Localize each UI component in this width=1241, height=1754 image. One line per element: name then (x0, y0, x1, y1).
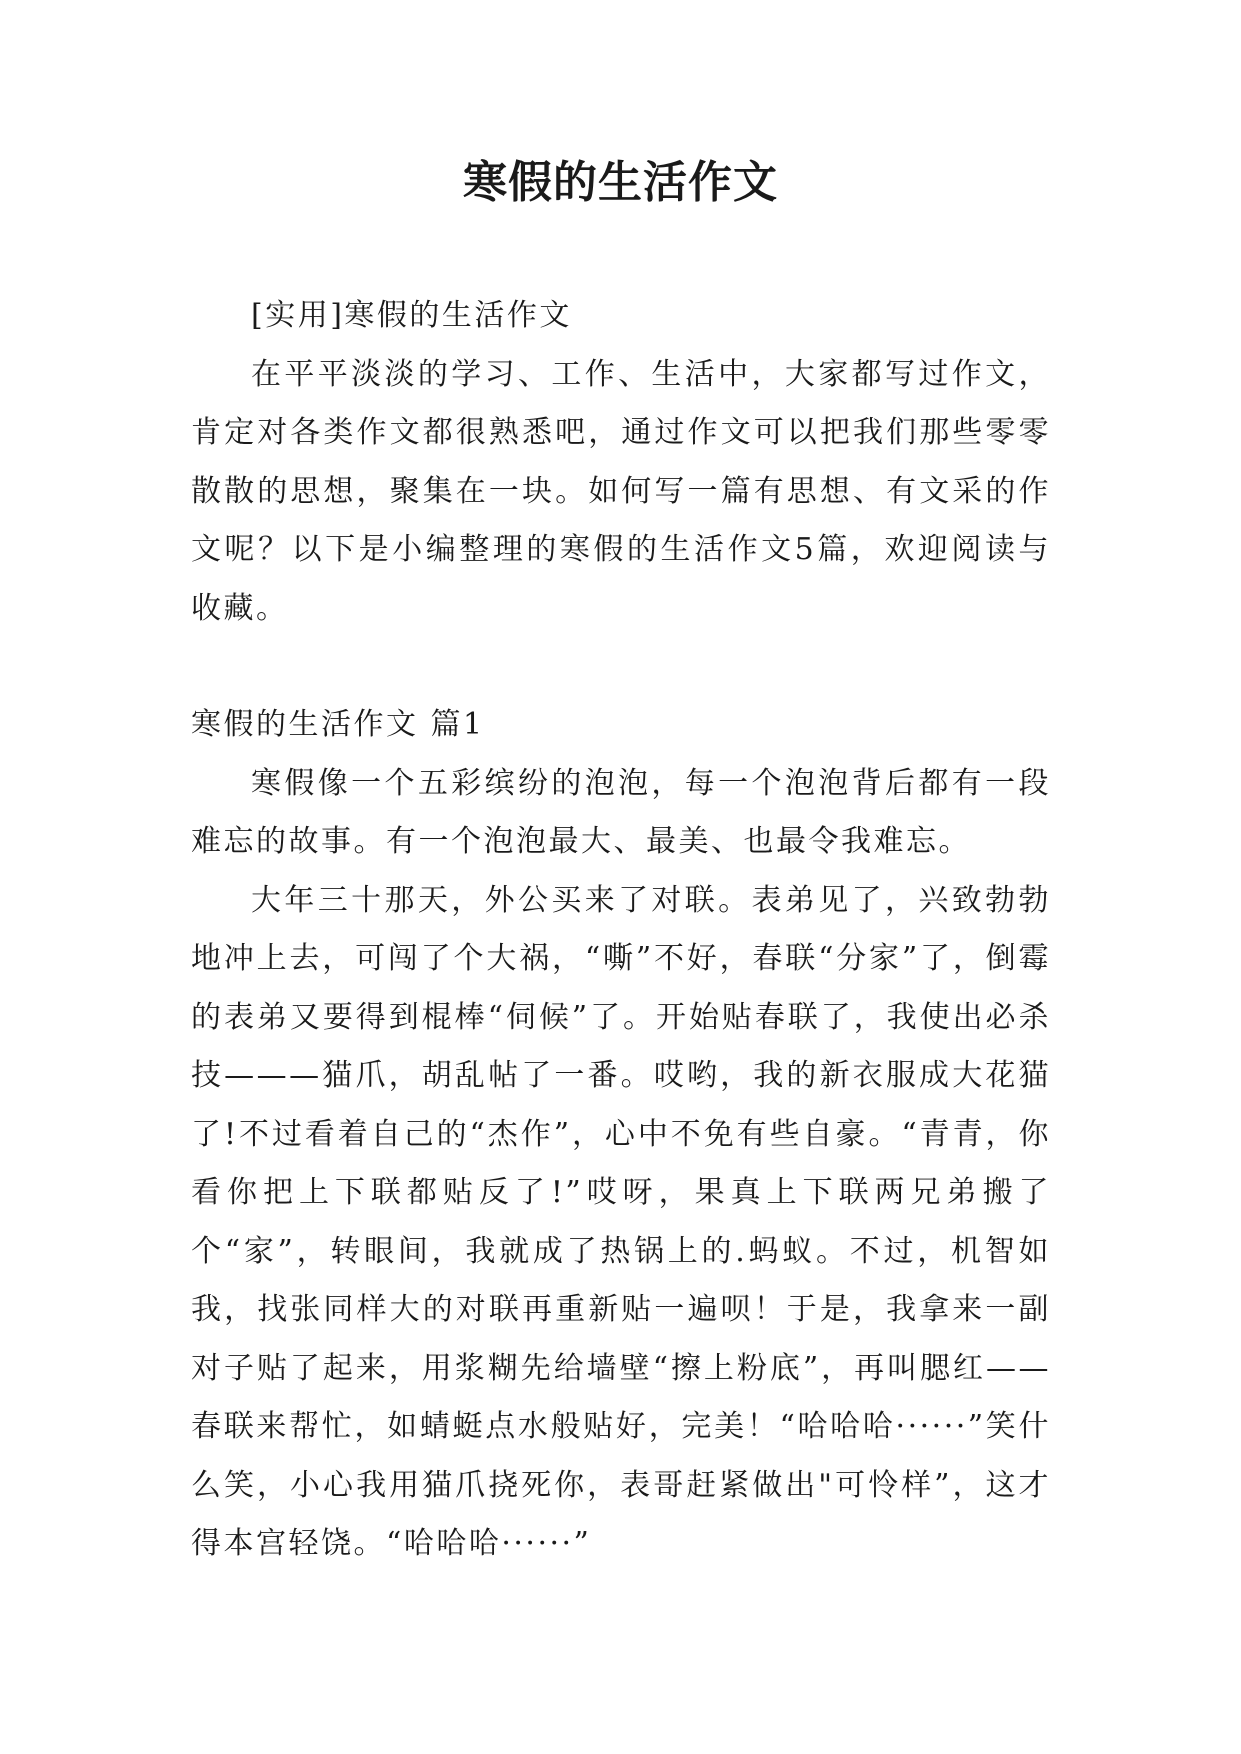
subtitle-line: [实用]寒假的生活作文 (251, 298, 572, 333)
body-paragraph: 寒假像一个五彩缤纷的泡泡，每一个泡泡背后都有一段难忘的故事。有一个泡泡最大、最美、也最令我难忘。 (191, 765, 1051, 859)
intro-paragraph: 在平平淡淡的学习、工作、生活中，大家都写过作文，肯定对各类作文都很熟悉吧，通过作文可以把我们那些零零散散的思想，聚集在一块。如何写一篇有思想、有文采的作文呢？以下是小编整理的寒假的生活作文5篇，欢迎阅读与收藏。 (191, 356, 1051, 626)
document-title: 寒假的生活作文 (463, 157, 778, 208)
body-paragraph: 大年三十那天，外公买来了对联。表弟见了，兴致勃勃地冲上去，可闯了个大祸，“嘶”不好，春联“分家”了，倒霉的表弟又要得到棍棒“伺候”了。开始贴春联了，我使出必杀技———猫爪，胡乱帖了一番。哎哟，我的新衣服成大花猫了!不过看着自己的“杰作”，心中不免有些自豪。“青青，你看你把上下联都贴反了!”哎呀，果真上下联两兄弟搬了个“家”，转眼间，我就成了热锅上的.蚂蚁。不过，机智如我，找张同样大的对联再重新贴一遍呗！于是，我拿来一副对子贴了起来，用浆糊先给墙壁“擦上粉底”，再叫腮红——春联来帮忙，如蜻蜓点水般贴好，完美！“哈哈哈······”笑什么笑，小心我用猫爪挠死你，表哥赶紧做出"可怜样”，这才得本宫轻饶。“哈哈哈······” (191, 882, 1051, 1561)
section-heading: 寒假的生活作文 篇1 (191, 707, 485, 742)
document-body (191, 287, 1051, 1574)
